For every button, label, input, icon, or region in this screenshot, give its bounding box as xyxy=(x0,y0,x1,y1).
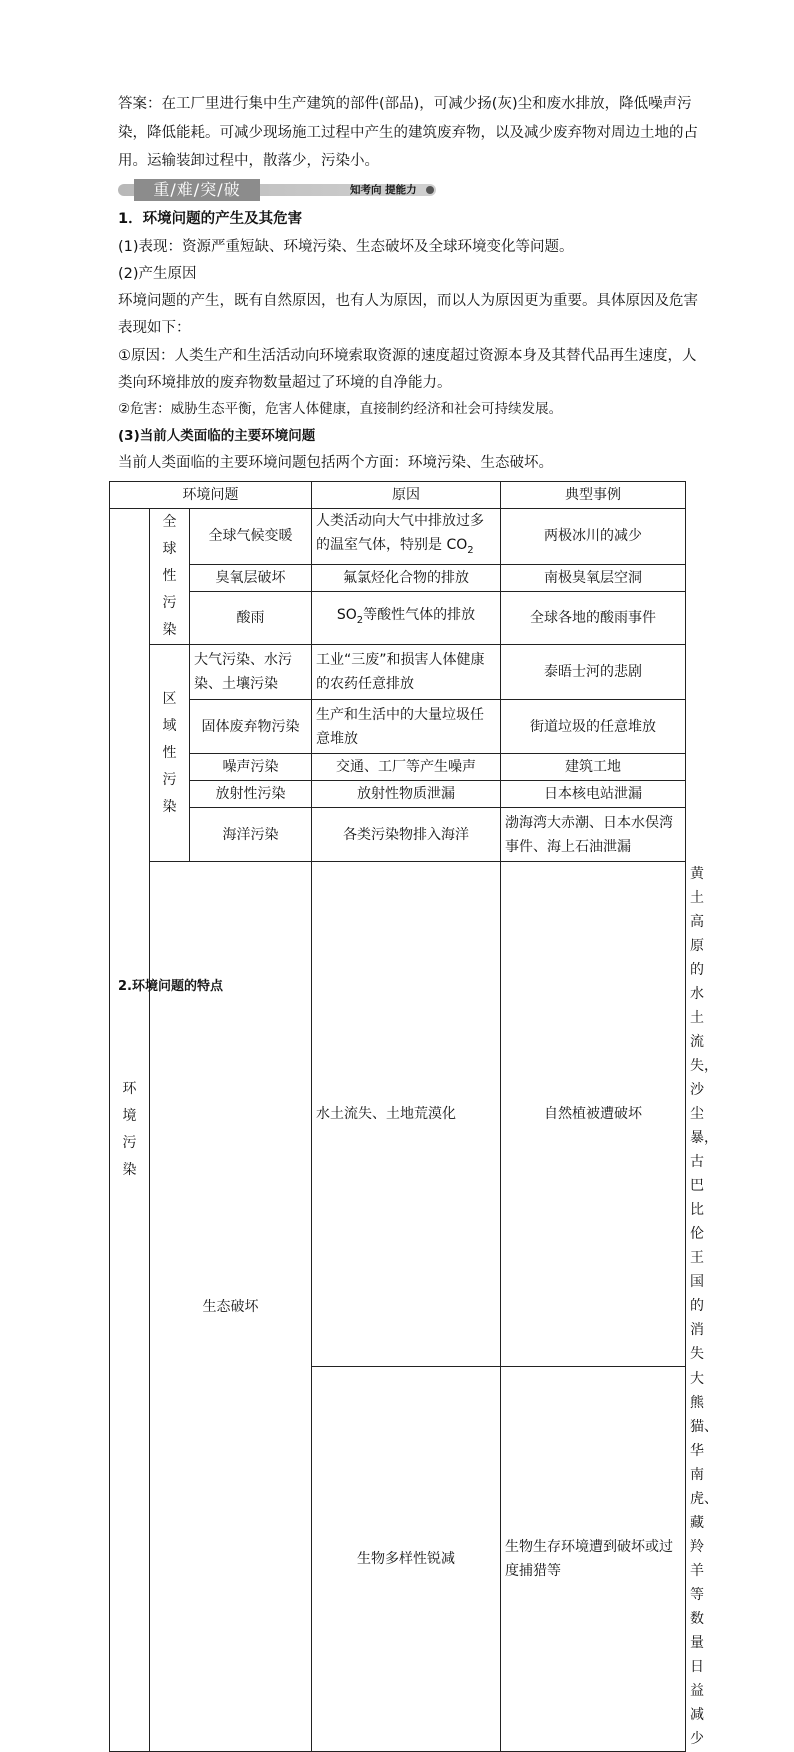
banner-dot-icon xyxy=(426,186,434,194)
header-cause: 原因 xyxy=(312,482,501,509)
paragraph-harm: ②危害：威胁生态平衡，危害人体健康，直接制约经济和社会可持续发展。 xyxy=(118,401,563,417)
problem-example: 两极冰川的减少 xyxy=(501,509,686,565)
problem-name: 放射性污染 xyxy=(190,781,312,808)
paragraph-reason-2: 类向环境排放的废弃物数量超过了环境的自净能力。 xyxy=(118,375,452,391)
problem-cause: 人类活动向大气中排放过多的温室气体，特别是 $CO_2$ xyxy=(312,509,501,565)
table-header-row xyxy=(110,482,686,509)
group-environmental-pollution: 环境污染 xyxy=(110,509,150,1752)
header-example: 典型事例 xyxy=(501,482,686,509)
problem-name: 全球气候变暖 xyxy=(190,509,312,565)
problem-cause: 生产和生活中的大量垃圾任意堆放 xyxy=(312,700,501,754)
paragraph-causes-heading: (2)产生原因 xyxy=(118,266,197,282)
table-row xyxy=(110,808,686,862)
problem-example: 全球各地的酸雨事件 xyxy=(501,592,686,645)
paragraph-reason-1: ①原因：人类生产和生活活动向环境索取资源的速度超过资源本身及其替代品再生速度，人 xyxy=(118,348,697,364)
table-row xyxy=(110,754,686,781)
problem-example: 渤海湾大赤潮、日本水俣湾事件、海上石油泄漏 xyxy=(501,808,686,862)
paragraph-causes-1: 环境问题的产生，既有自然原因，也有人为原因，而以人为原因更为重要。具体原因及危害 xyxy=(118,293,698,309)
problem-cause: 工业“三废”和损害人体健康的农药任意排放 xyxy=(312,645,501,700)
problem-example: 日本核电站泄漏 xyxy=(501,781,686,808)
table-row xyxy=(110,564,686,591)
banner-subtitle: 知考向 提能力 xyxy=(350,184,417,196)
table-row xyxy=(110,592,686,645)
environment-problems-table xyxy=(109,481,719,1752)
problem-name: 生物多样性锐减 xyxy=(312,1367,501,1752)
table-row: 生态破坏 水土流失、土地荒漠化 自然植被遭破坏 黄土高原的水土流失，沙尘暴，古巴比伦王国的消失 xyxy=(110,862,686,1367)
answer-line-1: 答案：在工厂里进行集中生产建筑的部件(部品)，可减少扬(灰)尘和废水排放，降低噪声污 xyxy=(118,96,692,112)
problem-cause: 自然植被遭破坏 xyxy=(501,862,686,1367)
problem-name: 臭氧层破坏 xyxy=(190,564,312,591)
table-row xyxy=(110,781,686,808)
table-row xyxy=(110,645,686,700)
paragraph-main-problems: 当前人类面临的主要环境问题包括两个方面：环境污染、生态破坏。 xyxy=(118,455,553,471)
problem-example: 南极臭氧层空洞 xyxy=(501,564,686,591)
problem-cause: 交通、工厂等产生噪声 xyxy=(312,754,501,781)
section2-heading: 2.环境问题的特点 xyxy=(118,979,223,994)
problem-cause: 氟氯烃化合物的排放 xyxy=(312,564,501,591)
problem-name: 大气污染、水污染、土壤污染 xyxy=(190,645,312,700)
problem-example: 建筑工地 xyxy=(501,754,686,781)
problem-cause: 各类污染物排入海洋 xyxy=(312,808,501,862)
problem-cause: $SO_2$等酸性气体的排放 xyxy=(312,592,501,645)
banner-title: 重/难/突/破 xyxy=(134,179,260,201)
problem-example: 泰晤士河的悲剧 xyxy=(501,645,686,700)
problem-name: 海洋污染 xyxy=(190,808,312,862)
answer-line-3: 用。运输装卸过程中，散落少，污染小。 xyxy=(118,153,379,169)
header-problem: 环境问题 xyxy=(110,482,312,509)
table-row xyxy=(110,509,686,565)
problem-name: 噪声污染 xyxy=(190,754,312,781)
problem-example: 街道垃圾的任意堆放 xyxy=(501,700,686,754)
problem-cause: 放射性物质泄漏 xyxy=(312,781,501,808)
section-banner xyxy=(118,179,436,201)
table-row: 生物多样性锐减 生物生存环境遭到破坏或过度捕猎等 大熊猫、华南虎、藏羚羊等数量日益减少 xyxy=(110,1367,686,1752)
paragraph-manifestation: (1)表现：资源严重短缺、环境污染、生态破坏及全球环境变化等问题。 xyxy=(118,239,574,255)
answer-line-2: 染，降低能耗。可减少现场施工过程中产生的建筑废弃物，以及减少废弃物对周边土地的占 xyxy=(118,125,698,141)
problem-name: 固体废弃物污染 xyxy=(190,700,312,754)
paragraph-causes-2: 表现如下： xyxy=(118,320,191,336)
group-ecological-damage: 生态破坏 xyxy=(150,862,312,1752)
subgroup-regional-pollution: 区域性污染 xyxy=(150,645,190,862)
problem-name: 酸雨 xyxy=(190,592,312,645)
problem-cause: 生物生存环境遭到破坏或过度捕猎等 xyxy=(501,1367,686,1752)
section1-heading: 1．环境问题的产生及其危害 xyxy=(118,211,303,227)
problem-name: 水土流失、土地荒漠化 xyxy=(312,862,501,1367)
paragraph-main-problems-heading: (3)当前人类面临的主要环境问题 xyxy=(118,428,316,444)
table-row xyxy=(110,700,686,754)
subgroup-global-pollution: 全球性污染 xyxy=(150,509,190,645)
